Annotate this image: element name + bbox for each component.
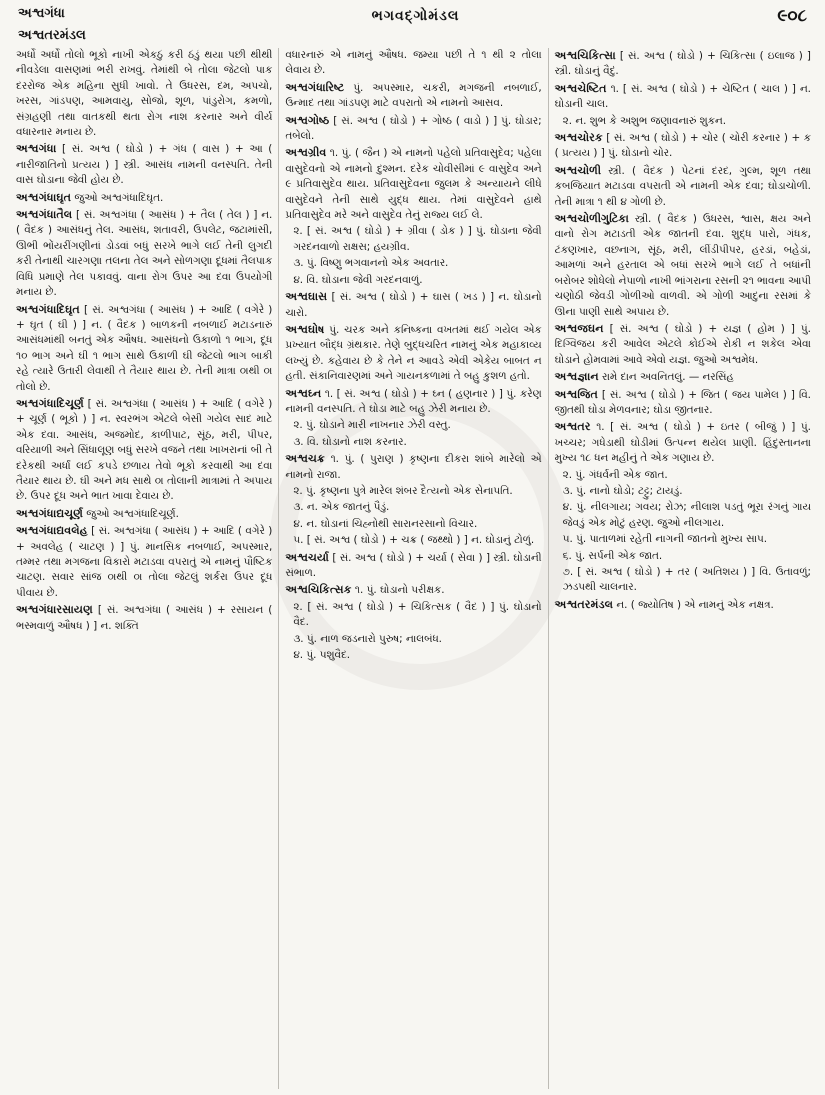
entry-sense: [16, 48, 272, 140]
definition-text: ૪. ન. ઘોડાનાં ચિહ્નોથી સારાનરસાનો વિચાર.: [293, 517, 478, 530]
entry-sense: [293, 273, 541, 288]
dictionary-entry: [555, 369, 811, 385]
definition-text: [ સં. અશ્વ ( ઘોડો ) + ઘાસ ( ખડ ) ] ન. ઘોડાનો ચારો.: [285, 291, 542, 319]
headword: અશ્વજ્ઞાન: [554, 370, 599, 384]
dictionary-entry: [555, 419, 811, 466]
definition-text: ૧. પું. ( જૈન ) એ નામનો પહેલો પ્રતિવાસુદેવ; પહેલા વાસુદેવનો એ નામનો દુશ્મન. દરેક ચોવીસીમાં ૯ વાસુદેવ અને ૯ પ્રતિવાસુદેવ થાય. પ્રતિવાસુદેવના જુલમ કે અન્યાયને લીધે વાસુદેવને તેની સાથે યુદ્ધ થાય. તેમાં વાસુદેવને હાથે પ્રતિવાસુદેવ મરે અને વાસુદેવ તેનું રાજ્ય લઈ લે.: [285, 147, 542, 222]
definition-text: જુઓ અશ્વગંધાદિચૂર્ણ.: [86, 507, 179, 520]
entry-sense: [293, 517, 541, 532]
dictionary-entry: [16, 141, 272, 188]
entry-sense: [293, 632, 541, 647]
header-last-word: અશ્વતરમંડલ: [18, 28, 86, 43]
headword: અશ્વતરમંડલ: [554, 597, 614, 611]
definition-text: ૧. [ સં. અશ્વ ( ઘોડો ) + ચેષ્ટિત ( ચાલ ) ] ન. ઘોડાની ચાલ.: [554, 82, 811, 111]
dictionary-entry: [285, 550, 541, 582]
definition-text: [ સં. અશ્વ ( ઘોડો ) + ચિકિત્સા ( ઇલાજ ) ] સ્ત્રી. ઘોડાનું વૈદું.: [554, 50, 811, 78]
headword: અશ્વગંધારસાયણ: [16, 603, 93, 617]
dictionary-entry: [555, 597, 811, 613]
definition-text: ૨. પું. ઘોડાને મારી નાખનાર ઝેરી વસ્તુ.: [293, 419, 451, 432]
dictionary-entry: [555, 81, 811, 113]
page-number: ૯૦૮: [777, 6, 807, 26]
definition-text: અર્ધો અર્ધો તોલો ભૂકો નાખી એકઠું કરી ઠંડું થયા પછી થીથી નીવડેલા વાસણમાં ભરી રાખવું. તેમાંથી બે તોલા જેટલો પાક દરરોજ એક મહિના સુધી ખાવો. તે ઉધરસ, દમ, અપચો, ખરસ, ગાંડપણ, આમવાયુ, સોજો, શૂળ, પાંડુરોગ, કમળો, સંગ્રહણી તથા વાતકથી થતા રોગ નાશ કરનાર અને વીર્ય વધારનાર મનાય છે.: [16, 49, 273, 139]
column-right: [548, 48, 817, 1089]
entry-sense: [285, 48, 541, 79]
entry-sense: [293, 224, 541, 255]
entry-sense: [563, 565, 811, 596]
definition-text: ૩. પું. નાળ જડનારો પુરુષ; નાલબંધ.: [293, 632, 442, 645]
column-left: [10, 48, 278, 1089]
definition-text: ૭. [ સં. અશ્વ ( ઘોડો ) + તર ( અતિશય ) ] વિ. ઉતાવળું; ઝડપથી ચાલનાર.: [562, 566, 811, 594]
definition-text: સ્ત્રી. ( વૈદક ) ઉધરસ, શ્વાસ, ક્ષય અને વાનો રોગ મટાડતી એક જાતની દવા. શુદ્ધ પારો, ગંધક, ટંકણખાર, વછનાગ, સૂંઠ, મરી, લીંડીપીપર, હરડાં, બહેડાં, આમળાં અને હરતાલ એ બધાં સરખે ભાગે લઈ તે બધાંની બરોબર શોધેલો નેપાળો નાખી ભાંગરાના રસની ૨૧ ભાવના આપી ચણોઠી જેવડી ગોળીઓ વાળવી. એ ગોળી આદુના રસમાં કે ઊના પાણી સાથે અપાય છે.: [554, 213, 811, 318]
definition-text: ૩. ન. એક જાતનું પૈડું.: [293, 501, 390, 514]
dictionary-entry: [555, 387, 811, 419]
definition-text: ૫. [ સં. અશ્વ ( ઘોડો ) + ચક્ર ( જથ્થો ) ] ન. ઘોડાનું ટોળું.: [293, 534, 535, 547]
headword: અશ્વગંધાદિચૂર્ણ: [16, 396, 84, 410]
dictionary-entry: [16, 506, 272, 522]
dictionary-entry: [285, 80, 541, 112]
dictionary-entry: [285, 582, 541, 598]
definition-text: [ સં. અશ્વગંધા ( આસંધ ) + આદિ ( વગેરે ) + ચૂર્ણ ( ભૂકો ) ] ન. સ્વરભંગ એટલે બેસી ગયેલ સાદ માટે એક દવા. આસંધ, અજમોદ, કાળીપાટ, સૂંઠ, મરી, પીપર, વરિયાળી અને સિંધાલૂણ બધું સરખે વજને તથા ખાખરાનાં બી તે દરેકથી અર્ધાં લઈ કપડે છળાય તેવો ભૂકો કરવાથી આ દવા તૈયાર થાય છે. ઘી અને મધ સાથે ૦ા તોલાની માત્રામાં તે અપાય છે. ઉપર દૂધ અને ભાત ખાવા દેવાય છે.: [16, 397, 273, 503]
entry-sense: [563, 500, 811, 531]
entry-sense: [563, 114, 811, 129]
headword: અશ્વઘ્ન: [285, 386, 322, 400]
headword: અશ્વગોષ્ઠ: [285, 113, 330, 127]
definition-text: [ સં. અશ્વ ( ઘોડો ) + ચોર ( ચોરી કરનાર ) + ક ( પ્રત્યય ) ] પું. ઘોડાનો ચોર.: [554, 132, 811, 160]
definition-text: ૧. [ સં. અશ્વ ( ઘોડો ) + ઇતર ( બીજું ) ] પું. ખચ્ચર; ગધેડાથી ઘોડીમાં ઉત્પન્ન થયેલ પ્રાણી. હિંદુસ્તાનના મુખ્ય ૧૮ ધન મહીનું તે એક ગણાય છે.: [554, 421, 811, 465]
entry-sense: [293, 500, 541, 515]
definition-text: ૨. પું. ગંધર્વની એક જાત.: [562, 468, 668, 481]
dictionary-entry: [285, 113, 541, 145]
definition-text: રામે દાન અવનિતલું. — નરસિંહ: [602, 371, 734, 384]
headword: અશ્વગ્રીવ: [285, 146, 327, 160]
dictionary-entry: [16, 302, 272, 395]
definition-text: જુઓ અશ્વગંધાદિઘૃત.: [74, 191, 164, 204]
entry-sense: [563, 532, 811, 547]
headword: અશ્વચિકિત્સક: [285, 583, 352, 597]
entry-sense: [293, 648, 541, 663]
header-first-word: અશ્વગંધા: [18, 6, 65, 21]
dictionary-entry: [555, 48, 811, 80]
headword: અશ્વતર: [554, 420, 591, 434]
definition-text: ૩. વિ. ઘોડાનો નાશ કરનાર.: [293, 435, 407, 448]
entry-sense: [563, 484, 811, 499]
definition-text: [ સં. અશ્વગંધા ( આસંધ ) + તૈલ ( તેલ ) ] ન. ( વૈદક ) આસંધનું તેલ. આસંધ, શતાવરી, ઉપલેટ, જટામાંસી, ઊભી ભોંયરીંગણીનાં ડોડવાં બધું સરખે ભાગે લઈ તેની લુગદી કરી તેનાથી ચારગણા તલના તેલ અને સોળગણા દૂધમાં તૈલપાક વિધિ પ્રમાણે તેલ પકાવવું. વાના રોગ ઉપર આ દવા ઉપયોગી મનાય છે.: [16, 209, 273, 299]
headword: અશ્વચક્ર: [285, 452, 325, 466]
definition-text: ૨. [ સં. અશ્વ ( ઘોડો ) + ગ્રીવા ( ડોક ) ] પું. ઘોડાના જેવી ગરદનવાળો રાક્ષસ; હયગ્રીવ.: [293, 225, 542, 253]
definition-text: ૨. પું. કૃષ્ણના પુત્રે મારેલ શંબર દૈત્યનો એક સેનાપતિ.: [293, 484, 513, 497]
definition-text: ૫. પું. પાતાળમાં રહેતી નાગની જાતનો મુખ્ય સાપ.: [562, 533, 768, 546]
dictionary-entry: [285, 451, 541, 483]
headword: અશ્વઘોષ: [285, 322, 325, 336]
entry-sense: [293, 435, 541, 450]
headword: અશ્વગંધારિષ્ટ: [285, 80, 345, 94]
entry-sense: [563, 549, 811, 564]
definition-text: ૬. પું. સર્પની એક જાત.: [562, 549, 663, 562]
definition-text: ૧. પું. ( પુરાણ ) કૃષ્ણના દીકરા શાંબે મારેલો એ નામનો રાજા.: [285, 453, 542, 481]
definition-text: [ સં. અશ્વ ( ઘોડો ) + જિત ( જય પામેલ ) ] વિ. જીતથી ઘોડા મેળવનાર; ઘોડા જીતનાર.: [554, 388, 811, 416]
definition-text: [ સં. અશ્વ ( ઘોડો ) + ગોષ્ઠ ( વાડો ) ] પું. ઘોડાર; તબેલો.: [285, 114, 542, 143]
page-header: [18, 6, 813, 30]
headword: અશ્વજિત: [554, 387, 598, 401]
definition-text: ૪. પું. પશુવૈદ.: [293, 649, 351, 662]
headword: અશ્વગંધાદ્યચૂર્ણ: [16, 506, 83, 520]
headword: અશ્વગંધાઘૃત: [16, 190, 72, 204]
dictionary-entry: [285, 145, 541, 223]
dictionary-entry: [555, 163, 811, 210]
headword: અશ્વચોળીગુટિકા: [554, 212, 629, 226]
headword: અશ્વગંધાદ્યવલેહ: [16, 524, 88, 538]
definition-text: પું. ચરક અને કનિષ્કના વખતમાં થઈ ગયેલ એક પ્રખ્યાત બૌદ્ધ ગ્રંથકાર. તેણે બુદ્ધચરિત નામનું એક મહાકાવ્ય લખ્યું છે. કહેવાય છે કે તેને ન આવડે એવી એકેય બાબત ન હતી. સંકાનિવારણમાં અને ગાયનકળામાં તે બહુ કુશળ હતો.: [285, 323, 542, 383]
definition-text: ૪. વિ. ઘોડાના જેવી ગરદનવાળું.: [293, 273, 423, 286]
entry-sense: [293, 600, 541, 631]
headword: અશ્વગંધા: [16, 142, 57, 156]
definition-text: ૧. પું. ઘોડાનો પરીક્ષક.: [354, 584, 445, 597]
column-middle: [278, 48, 547, 1089]
dictionary-entry: [16, 396, 272, 505]
definition-text: [ સં. અશ્વ ( ઘોડો ) + ગંધ ( વાસ ) + આ ( નારીજાતિનો પ્રત્યય ) ] સ્ત્રી. આસંધ નામની વનસ્પતિ. તેની વાસ ઘોડાના જેવી હોય છે.: [16, 143, 273, 187]
definition-text: ૩. પું. નાનો ઘોડો; ટટ્ટુ; ટાયડું.: [562, 484, 683, 497]
definition-text: [ સં. અશ્વગંધા ( આસંધ ) + આદિ ( વગેરે ) + ઘૃત ( ઘી ) ] ન. ( વૈદક ) બાળકની નબળાઈ મટાડનારું આસંધમાંથી બનતું એક ઔષધ. આસંધનો ઉકાળો ૧ ભાગ, દૂધ ૧૦ ભાગ અને ઘી ૧ ભાગ સાથે ઉકાળી ઘી જેટલો ભાગ બાકી રહે ત્યારે ઉતારી લેવાથી તે તૈયાર થાય છે. તેની માત્રા ૦ાથી ૦ા તોલો છે.: [16, 303, 273, 393]
dictionary-entry: [285, 322, 541, 385]
dictionary-entry: [16, 602, 272, 634]
headword: અશ્વજઘન: [554, 321, 604, 335]
headword: અશ્વચિકિત્સા: [554, 49, 616, 62]
definition-text: ૨. [ સં. અશ્વ ( ઘોડો ) + ચિકિત્સક ( વૈદ ) ] પું. ઘોડાનો વૈદ.: [293, 600, 542, 629]
dictionary-entry: [555, 321, 811, 368]
dictionary-entry: [285, 386, 541, 418]
entry-sense: [293, 533, 541, 548]
headword: અશ્વચોળી: [554, 163, 602, 177]
headword: અશ્વચેષ્ટિત: [554, 81, 607, 95]
headword: અશ્વગંધાતૈલ: [16, 208, 73, 222]
dictionary-entry: [16, 207, 272, 300]
header-title: ભગવદ્ગોમંડલ: [371, 8, 460, 24]
definition-text: [ સં. અશ્વગંધા ( આસંધ ) + આદિ ( વગેરે ) + અવલેહ ( ચાટણ ) ] પું. માનસિક નબળાઈ, અપસ્માર, તમ્મર તથા મગજના વિકારો મટાડવા વપરાતું એ નામનું પૌષ્ટિક ચાટણ. સવાર સાંજ ૦ાથી ૦ા તોલા જેટલું શર્કરા ઉપર દૂધ પીવાય છે.: [16, 525, 273, 599]
entry-sense: [293, 256, 541, 271]
definition-text: ૧. [ સં. અશ્વ ( ઘોડો ) + ઘ્ન ( હણનાર ) ] પું. કરેણ નામની વનસ્પતિ. તે ઘોડા માટે બહુ ઝેરી મનાય છે.: [285, 387, 542, 415]
entry-sense: [293, 484, 541, 499]
definition-text: ન. ( જ્યોતિષ ) એ નામનું એક નક્ષત્ર.: [616, 598, 774, 611]
dictionary-columns: [10, 48, 817, 1089]
dictionary-entry: [285, 289, 541, 321]
definition-text: [ સં. અશ્વ ( ઘોડો ) + ચર્યા ( સેવા ) ] સ્ત્રી. ઘોડાની સંભાળ.: [285, 551, 542, 579]
headword: અશ્વગંધાદિઘૃત: [16, 302, 80, 316]
definition-text: ૪. પું. નીલગાય; ગવય; રોઝ; નીલાશ પડતું ભૂરા રંગનું ગાય જેવડું એક મોટું હરણ. જુઓ નીલગાય.: [562, 501, 811, 529]
entry-sense: [563, 468, 811, 483]
definition-text: પું. અપસ્માર, ચકરી, મગજની નબળાઈ, ઉન્માદ તથા ગાંડપણ માટે વપરાતો એ નામનો આસવ.: [285, 81, 542, 110]
definition-text: [ સં. અશ્વ ( ઘોડો ) + યજ્ઞ ( હોમ ) ] પું. દિગ્વિજય કરી આવેલ એટલે કોઈએ રોકી ન શકેલ એવા ઘોડાને હોમવામાં આવે એવો યજ્ઞ. જુઓ અશ્વમેધ.: [554, 322, 811, 366]
dictionary-entry: [16, 190, 272, 206]
definition-text: વધારનારું એ નામનું ઔષધ. જમ્યા પછી તે ૧ થી ૨ તોલા લેવાય છે.: [285, 49, 542, 77]
definition-text: ૨. ન. શુભ કે અશુભ જણાવનારું શુકન.: [562, 114, 727, 127]
entry-sense: [293, 418, 541, 433]
dictionary-entry: [555, 211, 811, 320]
dictionary-entry: [555, 130, 811, 162]
headword: અશ્વચોરક: [554, 131, 603, 145]
headword: અશ્વઘાસ: [285, 290, 328, 304]
headword: અશ્વચર્યા: [285, 550, 329, 564]
definition-text: ૩. પું. વિષ્ણુ ભગવાનનો એક અવતાર.: [293, 257, 449, 270]
definition-text: સ્ત્રી. ( વૈદક ) પેટનાં દરદ, ગુલ્મ, શૂળ તથા કબજિયાત મટાડવા વપરાતી એ નામની એક દવા; ઘોડાચોળી. તેની માત્રા ૧ થી ૪ ગોળી છે.: [554, 164, 811, 208]
dictionary-entry: [16, 523, 272, 601]
definition-text: [ સં. અશ્વગંધા ( આસંધ ) + રસાયન ( ભસ્મવાળું ઔષધ ) ] ન. શક્તિ: [16, 604, 273, 632]
